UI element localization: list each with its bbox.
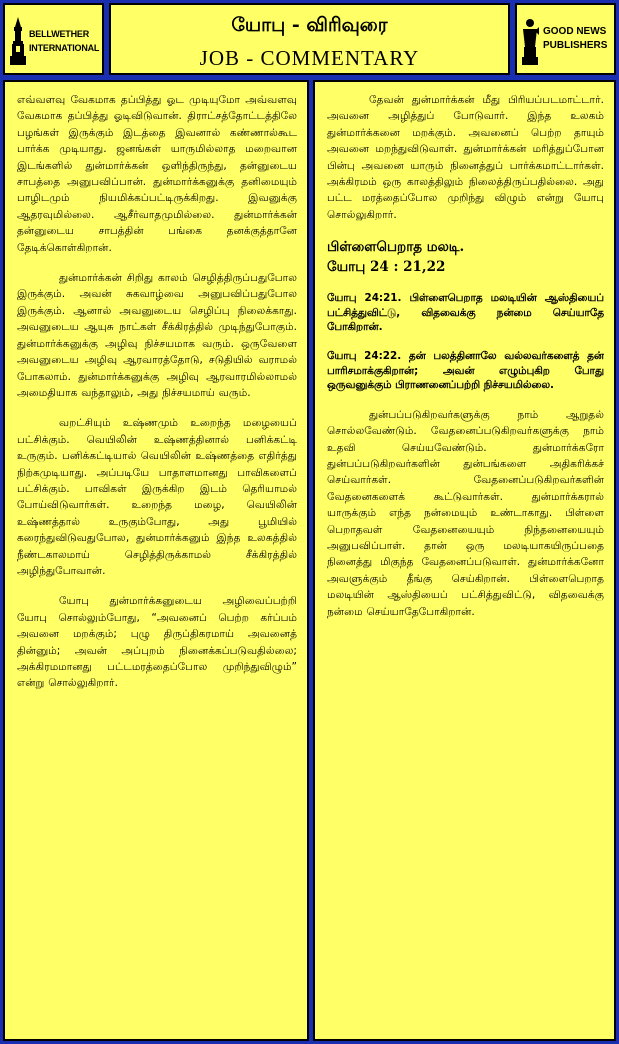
paragraph: வறட்சியும் உஷ்ணமும் உறைந்த மழையைப் பட்சிக்கும். வெயிலின் உஷ்ணத்தினால் பனிக்கட்டி உருகும். பனிக்கட்டியால் வெயிலின் உஷ்ணத்தை எதிர்த்து நிற்கமுடியாது. அப்படியே பாதாளமானது பாவிகளைப் பட்சிக்கும். பாவிகள் இருக்கிற இடம் தெரியாமல் போய்விடுவார்கள். உறைந்த மழை, வெயிலின் உஷ்ணத்தால் உருகும்போது, அது பூமியில் கரைந்துவிடுவதுபோல, துன்மார்க்கனும் இந்த உலகத்தில் நீண்டகாலமாய் செழித்திருக்காமல் சீக்கிரத்தில் அழிந்துபோவான். <box>17 417 297 577</box>
logo-line-1: BELLWETHER <box>29 29 89 39</box>
right-column <box>313 80 616 1041</box>
right-column-content <box>327 92 604 1033</box>
title-tamil: யோபு - விரிவுரை <box>231 14 388 36</box>
verse-21: யோபு 24:21. பிள்ளைபெறாத மலடியின் ஆஸ்தியைப் பட்சித்துவிட்டு, விதவைக்கு நன்மை செய்யாதே போகிறான். <box>327 292 604 334</box>
logo-line-2: PUBLISHERS <box>543 40 608 51</box>
bell-tower-icon <box>9 17 27 65</box>
body-paragraph: துன்பப்படுகிறவர்களுக்கு நாம் ஆறுதல் சொல்லவேண்டும். வேதனைப்படுகிறவர்களுக்கு நாம் உதவி செய்யவேண்டும். துன்மார்க்கரோ துன்பப்படுகிறவர்களின் துன்பங்களை அதிகரிக்கச் செய்வார்கள். வேதனைப்படுகிறவர்களின் வேதனைகளைக் கூட்டுவார்கள். துன்மார்க்கரால் யாருக்கும் எந்த நன்மையும் உண்டாகாது. பிள்ளை பெறாதவள் வேதனையையும் நிந்தனையையும் அனுபவிப்பாள். தான் ஒரு மலடியாகயிருப்பதை நினைத்து மிகுந்த வேதனைப்படுவாள். துன்மார்க்கனோ அவளுக்கும் தீங்கு செய்கிறான். பிள்ளைபெறாத மலடியின் ஆஸ்தியைப் பட்சித்துவிட்டு, விதவைக்கு நன்மை செய்யாதேபோகிறான். <box>327 408 604 618</box>
bellwether-logo-text <box>29 27 99 55</box>
section-reference: யோபு 24 : 21,22 <box>327 259 446 276</box>
paragraph: எவ்வளவு வேகமாக தப்பித்து ஓட முடியுமோ அவ்வளவு வேகமாக தப்பித்து ஓடிவிடுவான். திராட்சத்தோட்டத்திலே பழங்கள் இருக்கும் இடத்தை இவனால் கண்ணால்கூட பார்க்க முடியாது. ஜனங்கள் யாருமில்லாத மறைவான இடங்களில் துன்மார்க்கன் ஒளிந்திருந்து, தன்னுடைய சாபத்தை அனுபவிப்பான். துன்மார்க்கனுக்கு தனிமையும் பாழிடமும் நியமிக்கப்பட்டிருக்கிறது. இவனுக்கு ஆதரவுமில்லை. ஆசீர்வாதமுமில்லை. துன்மார்க்கன் தன்னுடைய சாபத்தின் பங்கை தனக்குத்தானே தேடிக்கொள்கிறான். <box>17 94 297 254</box>
trumpet-angel-icon <box>521 17 539 65</box>
intro-paragraph: தேவன் துன்மார்க்கன் மீது பிரியப்படமாட்டார். அவனை அழித்துப் போடுவார். இந்த உலகம் துன்மார்க்கனை மறக்கும். அவனைப் பெற்ற தாயும் அவனை மறந்துவிடுவாள். துன்மார்க்கன் மரித்துப்போன பின்பு அவனை யாரும் நினைத்துப் பார்க்கமாட்டார்கள். அக்கிரமம் ஒரு காலத்திலும் நிலைத்திருப்பதில்லை. அது பட்ட மரத்தைப்போல முறிந்து விழும் என்று யோபு சொல்லுகிறார். <box>327 94 604 221</box>
bellwether-logo <box>9 17 101 65</box>
paragraph: துன்மார்க்கன் சிறிது காலம் செழித்திருப்பதுபோல இருக்கும். அவன் சுகவாழ்வை அனுபவிப்பதுபோல இருக்கும். ஆனால் அவனுடைய செழிப்பு நிலைக்காது. அவனுடைய ஆயுசு நாட்கள் சீக்கிரத்தில் முடிந்துபோகும். துன்மார்க்கனுக்கு அழிவு நிச்சயமாக வரும். ஒருவேளை அவனுடைய அழிவு ஆரவாரத்தோடு, சடுதியில் வராமல் போகலாம். துன்மார்க்கனுக்கு அழிவு ஆரவாரமில்லாமல் அமைதியாக வந்தாலும், அது நிச்சயமாய் வரும். <box>17 272 297 399</box>
left-column <box>3 80 309 1041</box>
good-news-logo <box>521 17 613 65</box>
publisher-logo-right-box <box>515 3 616 75</box>
section-heading: பிள்ளைபெறாத மலடி. <box>327 239 465 256</box>
good-news-logo-text <box>543 25 607 53</box>
publisher-logo-left-box <box>3 3 104 75</box>
paragraph: யோபு துன்மார்க்கனுடைய அழிவைப்பற்றி யோபு சொல்லும்போது, “அவனைப் பெற்ற கர்ப்பம் அவனை மறக்கும்; புழு திருப்திகரமாய் அவனைத் தின்னும்; அவன் அப்புறம் நினைக்கப்படுவதில்லை; அக்கிரமமானது பட்டமரத்தைப்போல முறிந்துவிழும்” என்று சொல்லுகிறார். <box>17 595 297 690</box>
left-column-content <box>17 92 297 1033</box>
logo-line-2: INTERNATIONAL <box>29 43 100 53</box>
title-english: JOB - COMMENTARY <box>199 46 420 70</box>
title-box <box>109 3 510 75</box>
logo-line-1: GOOD NEWS <box>543 26 607 37</box>
verse-22: யோபு 24:22. தன் பலத்தினாலே வல்லவர்களைத் தன் பாரிசமாக்குகிறான்; அவன் எழும்புகிற போது ஒருவனுக்கும் பிராணனைப்பற்றி நிச்சயமில்லை. <box>327 350 604 392</box>
